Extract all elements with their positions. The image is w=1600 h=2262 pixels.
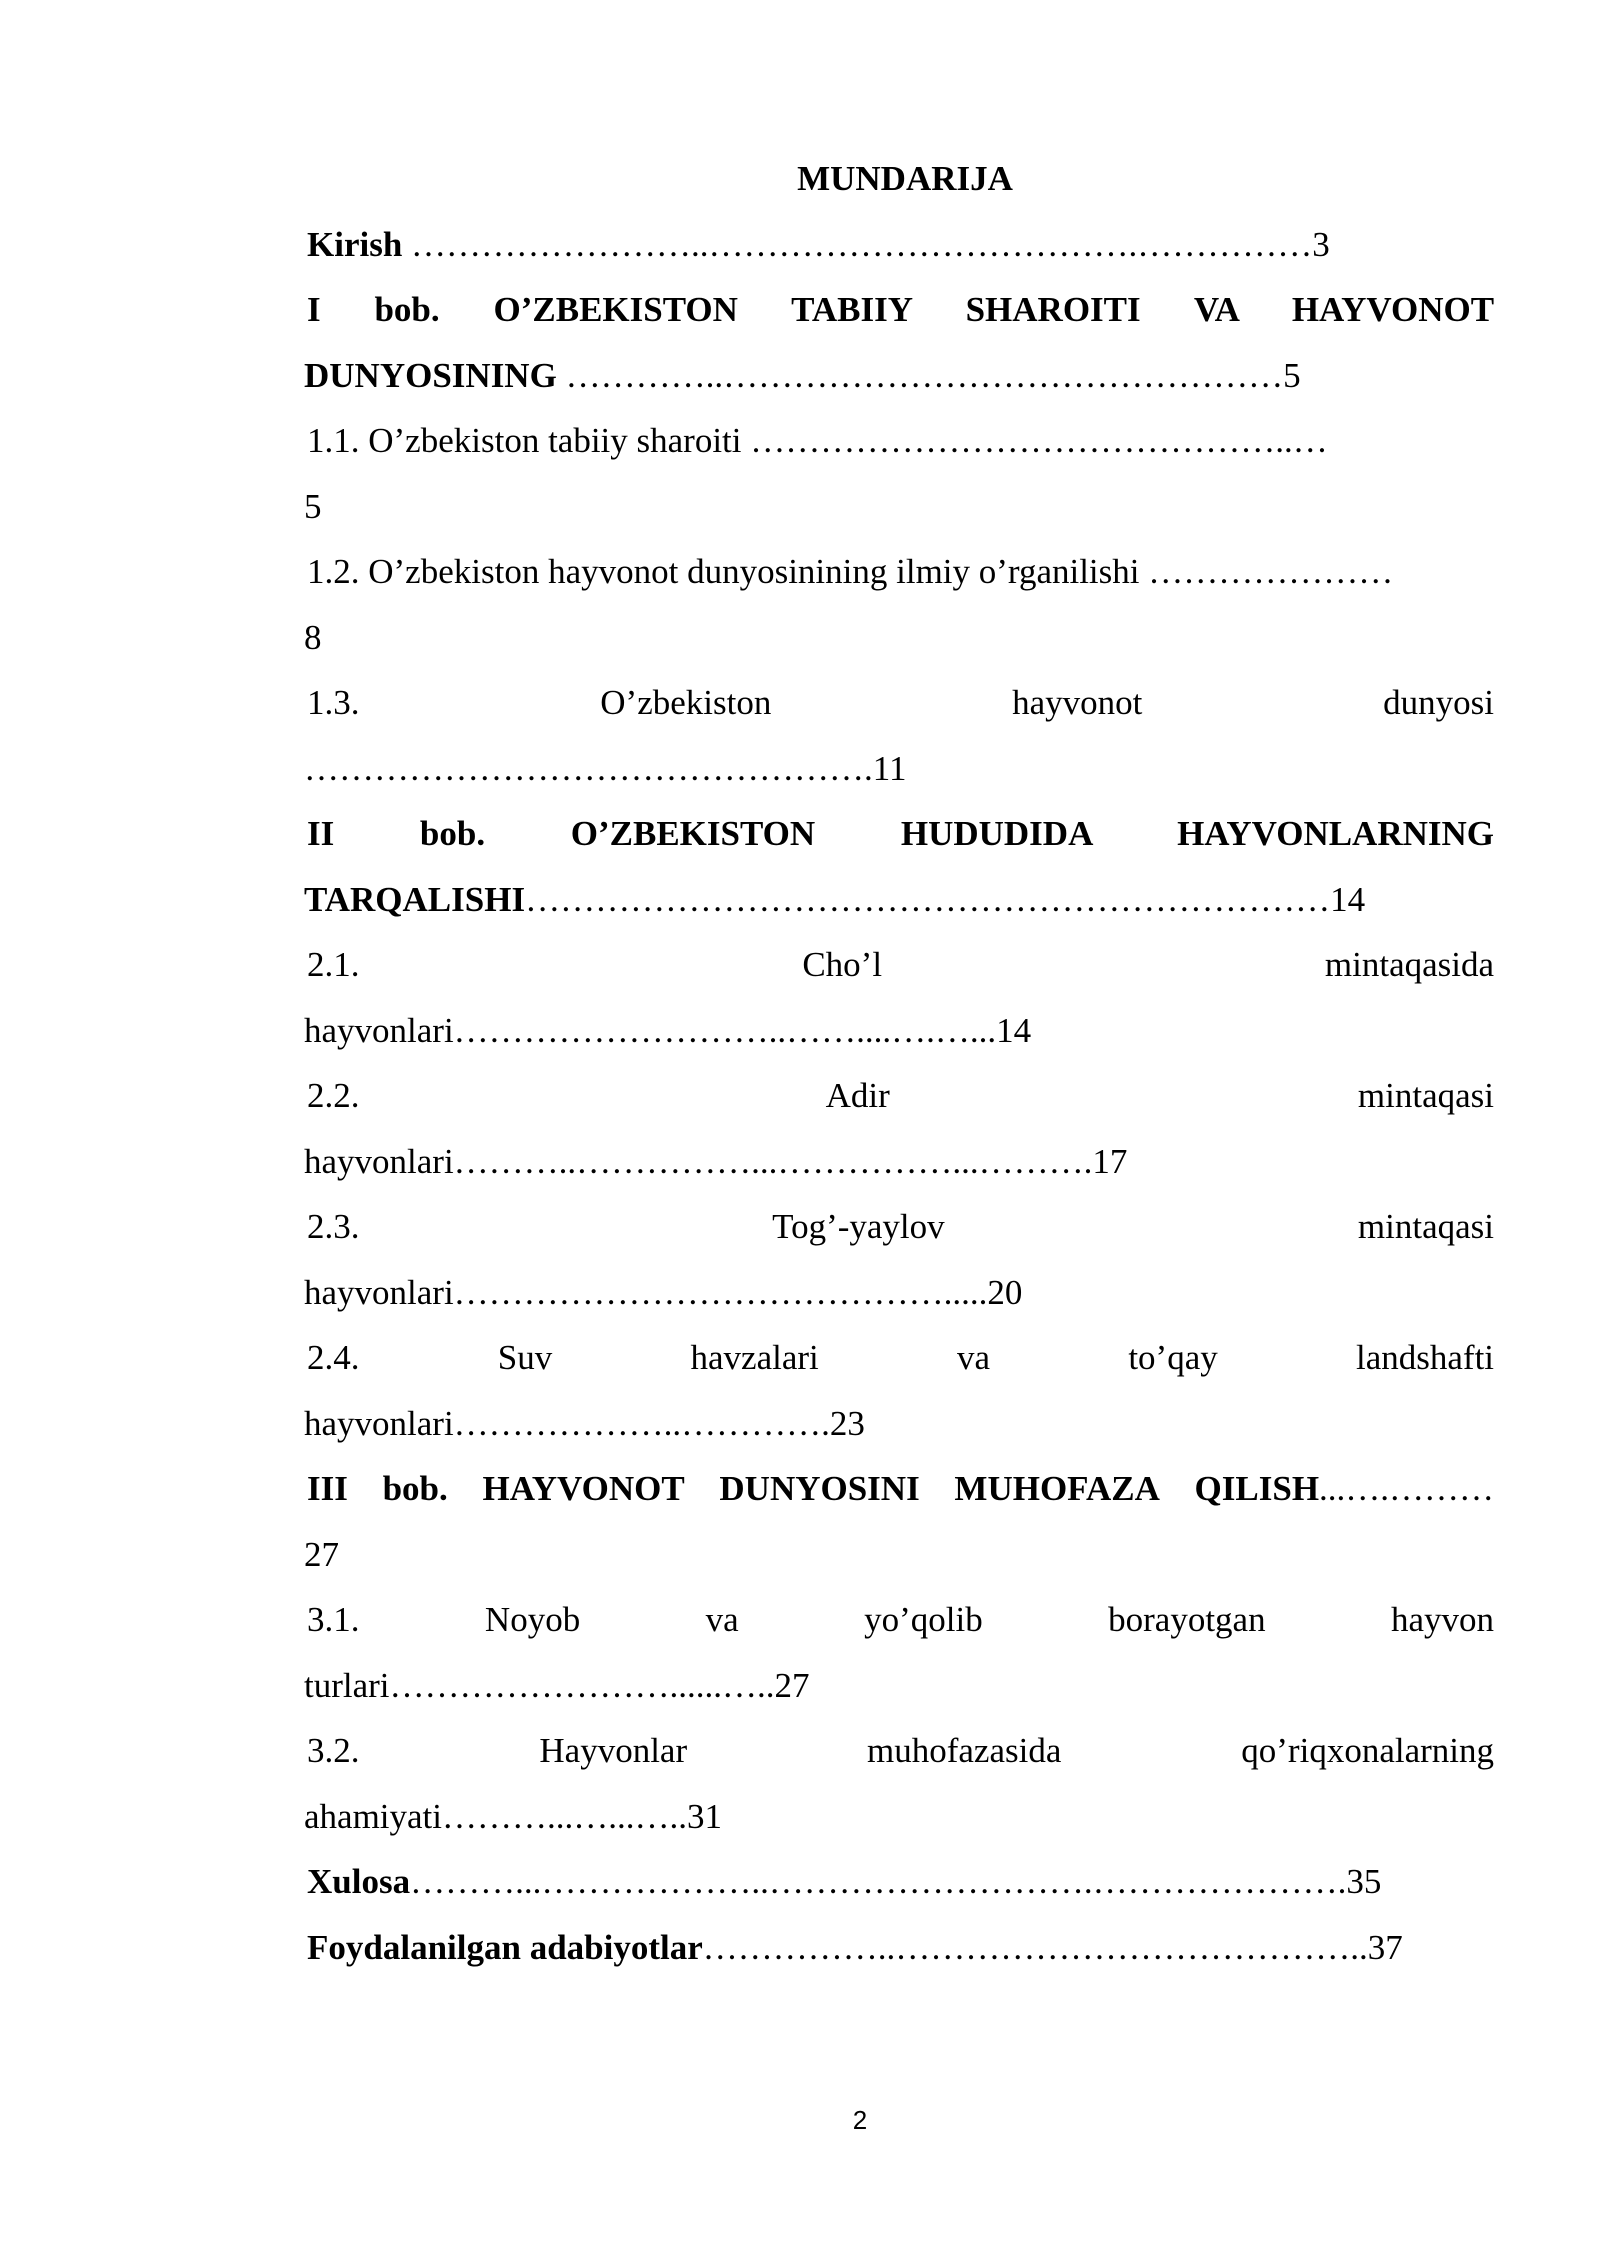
- toc-leader-dots: ……………..…………………………………..37: [702, 1927, 1403, 1967]
- toc-title: MUNDARIJA: [797, 159, 1013, 198]
- toc-section-1-3-line-1: [304, 670, 1494, 736]
- toc-word: 2.4.: [307, 1338, 360, 1377]
- toc-word: hayvonot: [1012, 683, 1143, 722]
- toc-section-1-2-page: 8: [304, 617, 322, 657]
- toc-word: QILISH: [1194, 1469, 1320, 1508]
- toc-word: hayvon: [1391, 1600, 1494, 1639]
- toc-word: mintaqasi: [1357, 1207, 1494, 1246]
- toc-word: Suv: [497, 1338, 553, 1377]
- toc-word: va: [957, 1338, 991, 1377]
- toc-word: Hayvonlar: [539, 1731, 688, 1770]
- toc-word: havzalari: [690, 1338, 819, 1377]
- toc-section-2-2-line-1: [304, 1063, 1494, 1129]
- toc-section-2-4-line-2: hayvonlari………………..………….23: [304, 1403, 865, 1443]
- toc-chapter-3-line-1: [304, 1456, 1494, 1522]
- toc-chapter-label: DUNYOSINING: [304, 355, 557, 395]
- toc-entry-label: Kirish: [307, 224, 403, 264]
- toc-word: 2.3.: [307, 1207, 360, 1246]
- toc-word: bob.: [419, 814, 486, 853]
- toc-word: 3.1.: [307, 1600, 360, 1639]
- toc-section-2-2-line-2: hayvonlari………..……………...……………...……….17: [304, 1141, 1128, 1181]
- toc-entry-kirish: [304, 212, 1494, 278]
- toc-word: DUNYOSINI: [719, 1469, 920, 1508]
- toc-word: VA: [1193, 290, 1238, 329]
- toc-section-3-2-line-2: ahamiyati………...…...…..31: [304, 1796, 723, 1836]
- toc-leader-dots: ……………………………………………………………14: [525, 879, 1366, 919]
- toc-word: 2.2.: [307, 1076, 360, 1115]
- toc-leader-dots: ...….………: [1319, 1469, 1494, 1508]
- toc-word: muhofazasida: [867, 1731, 1062, 1770]
- toc-chapter-1-line-1: [304, 277, 1494, 343]
- toc-word: to’qay: [1128, 1338, 1218, 1377]
- toc-entry-label: Foydalanilgan adabiyotlar: [307, 1927, 703, 1967]
- toc-section-3-1-line-1: [304, 1587, 1494, 1653]
- toc-section-1-1-page: 5: [304, 486, 322, 526]
- toc-word: SHAROITI: [965, 290, 1141, 329]
- toc-word: III: [307, 1469, 348, 1508]
- toc-word: Cho’l: [802, 945, 883, 984]
- toc-word: 1.3.: [307, 683, 360, 722]
- toc-leader-dots: ……………………..……………………………….……………3: [402, 224, 1330, 264]
- toc-entry-adabiyotlar: [304, 1915, 1494, 1981]
- table-of-contents: [304, 146, 1494, 1980]
- toc-word: va: [705, 1600, 739, 1639]
- toc-word: O’ZBEKISTON: [570, 814, 816, 853]
- toc-chapter-3-page: 27: [304, 1534, 339, 1574]
- toc-word: bob.: [374, 290, 440, 329]
- toc-section-2-4-line-1: [304, 1325, 1494, 1391]
- toc-word: HUDUDIDA: [900, 814, 1092, 853]
- toc-word: Noyob: [484, 1600, 581, 1639]
- toc-word: Tog’-yaylov: [772, 1207, 945, 1246]
- toc-section-3-1-line-2: turlari……………………......…..27: [304, 1665, 810, 1705]
- toc-word: landshafti: [1356, 1338, 1494, 1377]
- toc-section-3-2-line-1: [304, 1718, 1494, 1784]
- toc-word: TABIIY: [791, 290, 912, 329]
- toc-word: 3.2.: [307, 1731, 360, 1770]
- toc-word: 2.1.: [307, 945, 360, 984]
- toc-word: mintaqasi: [1357, 1076, 1494, 1115]
- toc-entry-xulosa: [304, 1849, 1494, 1915]
- toc-word: borayotgan: [1108, 1600, 1266, 1639]
- toc-section-1-1: 1.1. O’zbekiston tabiiy sharoiti ………………………………………..…: [307, 421, 1328, 460]
- toc-word: HAYVONOT: [482, 1469, 685, 1508]
- toc-word: HAYVONOT: [1291, 290, 1494, 329]
- toc-word: Adir: [825, 1076, 890, 1115]
- toc-section-2-1-line-1: [304, 932, 1494, 998]
- toc-section-2-3-line-1: [304, 1194, 1494, 1260]
- toc-leader-dots: ………...………………..……………………….………………….35: [410, 1862, 1382, 1901]
- toc-leader-dots: …………..…………………………………………5: [556, 355, 1301, 395]
- toc-word: dunyosi: [1383, 683, 1494, 722]
- toc-word: O’zbekiston: [600, 683, 772, 722]
- toc-chapter-label: TARQALISHI: [304, 879, 526, 919]
- toc-chapter-2-line-2: [304, 867, 1494, 933]
- toc-section-2-3-line-2: hayvonlari…………………………………….....20: [304, 1272, 1023, 1312]
- toc-section-2-1-line-2: hayvonlari………………………..……....….…...14: [304, 1010, 1032, 1050]
- toc-chapter-2-line-1: [304, 801, 1494, 867]
- toc-word: II: [307, 814, 335, 853]
- toc-word: yo’qolib: [864, 1600, 983, 1639]
- toc-word: I: [307, 290, 321, 329]
- toc-entry-label: Xulosa: [307, 1862, 411, 1901]
- toc-word: O’ZBEKISTON: [493, 290, 738, 329]
- toc-section-1-3-line-2: ………………………………………….11: [304, 748, 907, 788]
- toc-chapter-1-line-2: [304, 343, 1494, 409]
- toc-word: HAYVONLARNING: [1177, 814, 1494, 853]
- toc-word: qo’riqxonalarning: [1241, 1731, 1494, 1770]
- page-number: 2: [852, 2105, 868, 2135]
- toc-section-1-2: 1.2. O’zbekiston hayvonot dunyosinining ilmiy o’rganilishi …………………: [307, 552, 1394, 591]
- toc-word: mintaqasida: [1324, 945, 1494, 984]
- toc-word: bob.: [382, 1469, 448, 1508]
- toc-word: MUHOFAZA: [954, 1469, 1160, 1508]
